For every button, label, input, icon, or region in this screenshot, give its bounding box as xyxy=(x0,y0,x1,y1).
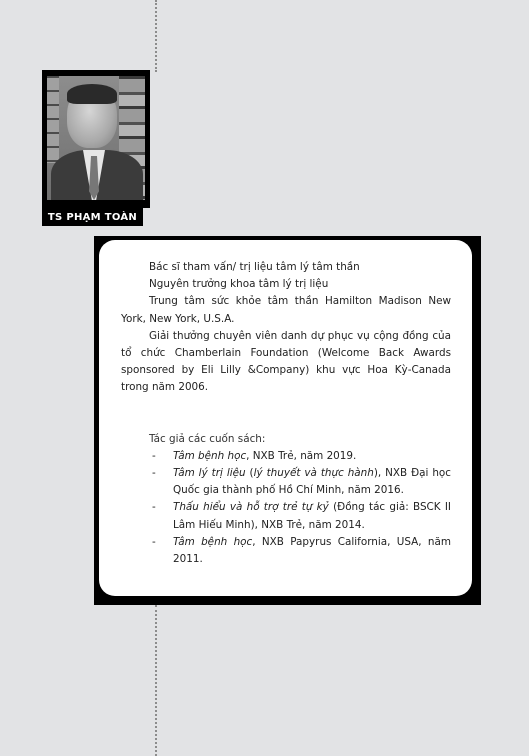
author-photo xyxy=(47,76,145,200)
book-title: Tâm bệnh học xyxy=(173,535,253,548)
list-dash: - xyxy=(152,449,156,462)
book-details: , NXB Papyrus California, USA, năm 2011. xyxy=(173,535,451,566)
dotted-divider-top xyxy=(155,0,157,72)
bio-line: Nguyên trưởng khoa tâm lý trị liệu xyxy=(149,278,329,291)
book-item xyxy=(149,534,451,568)
bio-line: Bác sĩ tham vấn/ trị liệu tâm lý tâm thần xyxy=(149,261,360,273)
books-intro: Tác giả các cuốn sách: xyxy=(149,432,266,445)
list-dash: - xyxy=(152,467,156,480)
bio-content xyxy=(121,259,451,568)
dotted-divider-bottom xyxy=(155,605,157,756)
book-details: , NXB Trẻ, năm 2019. xyxy=(246,449,357,462)
book-title: Tâm bệnh học xyxy=(173,449,247,462)
book-subtitle: lý thuyết và thực hành xyxy=(253,467,374,480)
book-details: ), NXB Đại học Quốc gia thành phố Hồ Chí Minh, năm 2016. xyxy=(173,467,451,497)
author-name-label: TS PHẠM TOÀN xyxy=(42,208,143,226)
bio-line: Trung tâm sức khỏe tâm thần Hamilton Madison New York, New York, U.S.A. xyxy=(121,295,451,325)
book-title: Thấu hiểu và hỗ trợ trẻ tự kỷ xyxy=(173,501,329,514)
author-photo-frame xyxy=(42,70,150,208)
book-item xyxy=(149,448,451,465)
books-list xyxy=(121,448,451,568)
list-dash: - xyxy=(152,535,156,548)
book-details: (Đồng tác giả: BSCK II Lâm Hiếu Minh), NXB Trẻ, năm 2014. xyxy=(173,501,451,531)
list-dash: - xyxy=(152,501,156,514)
book-title: Tâm lý trị liệu xyxy=(173,467,246,480)
bio-card-frame xyxy=(94,236,481,605)
bio-card xyxy=(99,240,472,596)
book-item: - Tâm lý trị liệu (lý thuyết và thực hành), NXB Đại học Quốc gia thành phố Hồ Chí Minh, năm 2016. xyxy=(152,467,451,497)
book-item xyxy=(149,499,451,533)
bio-line: Giải thưởng chuyên viên danh dự phục vụ cộng đồng của tổ chức Chamberlain Foundation (Welcome Back Awards sponsored by Eli Lilly &Company) khu vực Hoa Kỳ-Canada trong năm 2006. xyxy=(121,329,451,394)
